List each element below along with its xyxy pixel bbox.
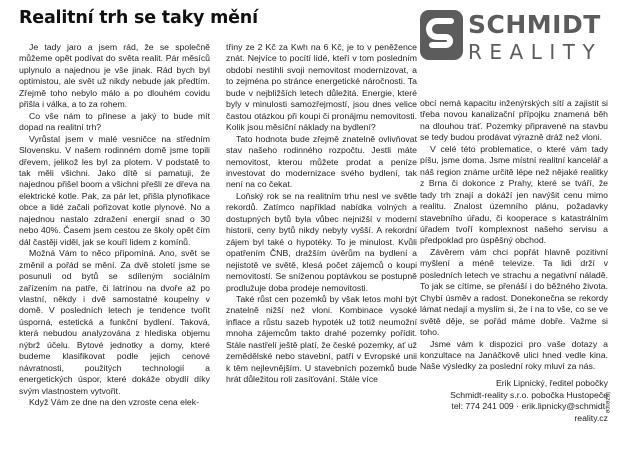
advertisement-label: Inzerce (604, 392, 611, 414)
author-name-title: Erik Lipnický, ředitel pobočky (495, 378, 608, 388)
paragraph: obcí nemá kapacitu inženýrských sítí a zajistit si třeba novou kanalizační přípojku znamená běh na dlouhou trať. Pozemky připravené na stavbu se tedy budou prodávat výrazně dráž než vloni. (420, 98, 608, 143)
logo-text-schmidt: SCHMIDT (468, 10, 601, 39)
schmidt-reality-logo-mark-icon (420, 10, 463, 60)
paragraph: Tato hodnota bude zřejmě znatelně ovlivňovat stav našeho rodinného rozpočtu. Jestli máte nemovitost, kterou můžete prodat a peníze investovat do modernizace svého bydlení, tak není na co čekat. (226, 133, 417, 190)
paragraph: Je tady jaro a jsem rád, že se společně můžeme opět podívat do světa realit. Pár měsíců uplynulo a najednou je vše jinak. Rád bych byl optimistou, ale svět už nikdy nebude jak předtím. Zřejmě toho nebylo málo a po dlouhém covidu přišla i válka, a to za rohem. (19, 42, 210, 110)
schmidt-reality-logo (420, 10, 608, 72)
author-contact: tel: 774 241 009 · erik.lipnicky@schmidt-reality.cz (451, 401, 608, 423)
author-signature (420, 378, 608, 424)
paragraph: V celé této problematice, o které vám tady píšu, jsme doma. Jsme místní realitní kancelář a náš region známe určitě lépe než nějaké realitky z Brna či dokonce z Prahy, které se tváří, že tady trh znají a dokáží jen navýšit cenu mimo realitu. Znalost územního plánu, požadavky stavebního úřadu, či kooperace s katastrálním úřadem tvoří komplexnost našeho servisu a předpoklad pro úspěšný obchod. (420, 143, 608, 246)
article-column-1 (19, 42, 210, 409)
paragraph: Co vše nám to přinese a jaký to bude mít dopad na realitní trh? (19, 110, 210, 133)
paragraph: Když Vám ze dne na den vzroste cena elek- (29, 397, 199, 408)
article-title: Realitní trh se taky mění (19, 8, 258, 28)
paragraph: Závěrem vám chci popřát hlavně pozitivní myšlení a méně televize. Ta lidi drží v posledních letech ve strachu a negativní náladě. To jak se cítíme, se přenáší i do běžného života. Chybí úsměv a radost. Donekonečna se rekordy lámat nedají a myslím si, že i na to vše, co se ve světě děje, se pořád máme dobře. Važme si toho. (420, 246, 608, 338)
paragraph: Vyrůstal jsem v malé vesničce na středním Slovensku. V našem rodinném domě jsme topili dřevem, jelikož les byl za plotem. V podstatě to tak měli všichni. Jako dítě si pamatuji, že najednou přišel boom a všichni přešli ze dřeva na elektrické kotle. Pak, za pár let, přišla plynofikace obce a lidé začali pořizovat kotle plynové. No a najednou nastalo zdražení energií snad o 30 nebo 40%. Časem jsem cestou ze školy opět čím dál častěji viděl, jak se kouří lidem z komínů. (19, 133, 210, 247)
paragraph: Také růst cen pozemků by však letos mohl být znatelně nižší než vloni. Kombinace vysoké inflace a růstu sazeb hypoték už totiž neumožní mnoha zájemcům takto drahé pozemky pořídit. Stále nastřelí ještě platí, že české pozemky, ať už zemědělské nebo stavební, patří v Evropské unii k těm nejlevnějším. U stavebních pozemků bude hrát důležitou roli zasíťování. Stále více (226, 293, 417, 385)
paragraph: Možná Vám to něco připomíná. Ano, svět se změnil a pořád se mění. Za dvě století jsme se posunuli od bytů se sdíleným sociálním zařízením na patře, či latrínou na dvoře až po vlastní, někdy i dvě samostatné koupelny v domě. V posledních letech je tendence tvořit úsporná, estetická a funkční bydlení. Taková, která nebudou analyzována z hlediska objemu nýbrž účelu. Bytové jednotky a domy, které budeme klasifikovat podle jejich cenové návratnosti, použitých technologií a energetických úspor, které dokáže obydlí díky svým vlastnostem vytvořit. (19, 248, 210, 396)
paragraph: Jsme vám k dispozici pro vaše dotazy a konzultace na Janáčkově ulici hned vedle kina. Naše výsledky za poslední roky mluví za nás. (420, 338, 608, 372)
author-company: Schmidt-reality s.r.o. pobočka Hustopeče (450, 389, 608, 400)
article-column-2 (226, 42, 417, 386)
logo-text-reality: REALITY (468, 40, 603, 64)
article-column-3 (420, 98, 608, 373)
paragraph: Loňský rok se na realitním trhu nesl ve světle rekordů. Zatímco například nabídka volných a dostupných bytů byla vůbec nejnižší v moderní historii, ceny bytů nikdy nebyly vyšší. A rekordní zájem byl také o hypotéky. To je minulost. Kvůli opatřením ČNB, dražším úvěrům na bydlení a nejistotě ve světě, klesá počet zájemců o koupi nemovitostí. Se sníženou poptávkou se postupně prodlužuje doba prodeje nemovitosti. (226, 190, 417, 293)
paragraph: třiny ze 2 Kč za Kwh na 6 Kč, je to v peněžence znát. Nejvíce to pocítí lidé, kteří v tom posledním období nestihli svoji nemovitost modernizovat, a to zejména po stránce energetické náročnosti. Ta bude v nejbližších letech důležitá. Energie, které byly v minulosti samozřejmostí, jsou dnes velice častou otázkou při koupi či pronájmu nemovitosti. Kolik jsou měsíční náklady na bydlení? (226, 42, 417, 133)
